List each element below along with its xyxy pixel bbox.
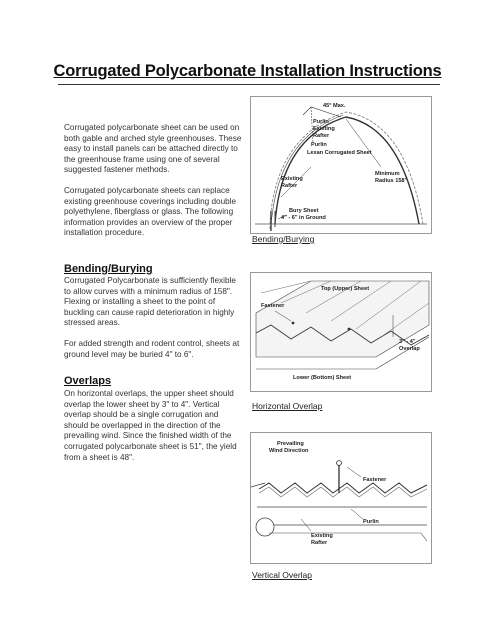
page-title: Corrugated Polycarbonate Installation Instructions: [53, 62, 442, 80]
rafter-label: Rafter: [311, 540, 328, 546]
intro-section: [64, 123, 242, 239]
bury-label-2: 4" - 6" in Ground: [281, 215, 326, 221]
existing-label: Existing: [311, 533, 333, 539]
top-sheet-label: Top (Upper) Sheet: [321, 286, 370, 292]
purlin-label-2: Purlin: [311, 142, 327, 148]
prevailing-label: Prevailing: [277, 441, 304, 447]
purlin-label: Purlin: [363, 519, 379, 525]
vertical-overlap-caption: Vertical Overlap: [252, 570, 312, 580]
intro-paragraph-1: Corrugated polycarbonate sheet can be used on both gable and arched style greenhouses. These easy to install panels can be attached directly to the greenhouse frame using one of several suggested fastener methods.: [64, 123, 242, 175]
radius-label: Radius 158": [375, 178, 408, 184]
overlaps-heading: Overlaps: [64, 375, 112, 387]
existing-label-1: Existing: [313, 126, 335, 132]
purlin-label-1: Purlin: [313, 119, 329, 125]
bending-paragraph-2: For added strength and rodent control, sheets at ground level may be buried 4" to 6".: [64, 338, 240, 359]
overlaps-paragraph-1: On horizontal overlaps, the upper sheet should overlap the lower sheet by 3" to 4". Vertical overlap should be a single corrugation and should be overlapped in the direction of the prevailing wind. Since the finished width of the corrugated polycarbonate sheet is 51", the yield from a sheet is 48".: [64, 389, 237, 462]
overlap-size-label: 3" - 4": [399, 339, 416, 345]
fastener-label: Fastener: [261, 303, 285, 309]
angle-label: 45° Max.: [323, 103, 346, 109]
overlap-label: Overlap: [399, 346, 420, 352]
rafter-label-1: Rafter: [313, 133, 330, 139]
lexan-sheet-label: Lexan Corrugated Sheet: [307, 150, 372, 156]
horizontal-overlap-diagram: [250, 272, 432, 392]
bending-paragraph-1: Corrugated Polycarbonate is sufficiently flexible to allow curves with a minimum radius of 158". Flexing or installing a sheet to the point of buckling can cause rapid deterioration in highly stressed areas.: [64, 276, 236, 328]
wind-direction-label: Wind Direction: [269, 448, 309, 454]
bending-diagram: [250, 96, 432, 234]
horizontal-overlap-caption: Horizontal Overlap: [252, 401, 323, 411]
overlaps-section: [64, 389, 242, 463]
intro-paragraph-2: Corrugated polycarbonate sheets can replace existing greenhouse coverings including double polyethylene, fiberglass or glass. The following information provides an overview of the proper installation procedure.: [64, 185, 237, 238]
bending-heading: Bending/Burying: [64, 263, 153, 275]
existing-label-2: Existing: [281, 176, 303, 182]
vertical-overlap-diagram: [250, 432, 432, 564]
title-divider: [58, 84, 440, 85]
rafter-label-2: Rafter: [281, 183, 298, 189]
bending-section: [64, 276, 242, 360]
bury-label-1: Bury Sheet: [289, 208, 319, 214]
fastener-label: Fastener: [363, 477, 387, 483]
bending-caption: Bending/Burying: [252, 234, 315, 244]
minimum-label: Minimum: [375, 171, 400, 177]
bottom-sheet-label: Lower (Bottom) Sheet: [293, 375, 352, 381]
